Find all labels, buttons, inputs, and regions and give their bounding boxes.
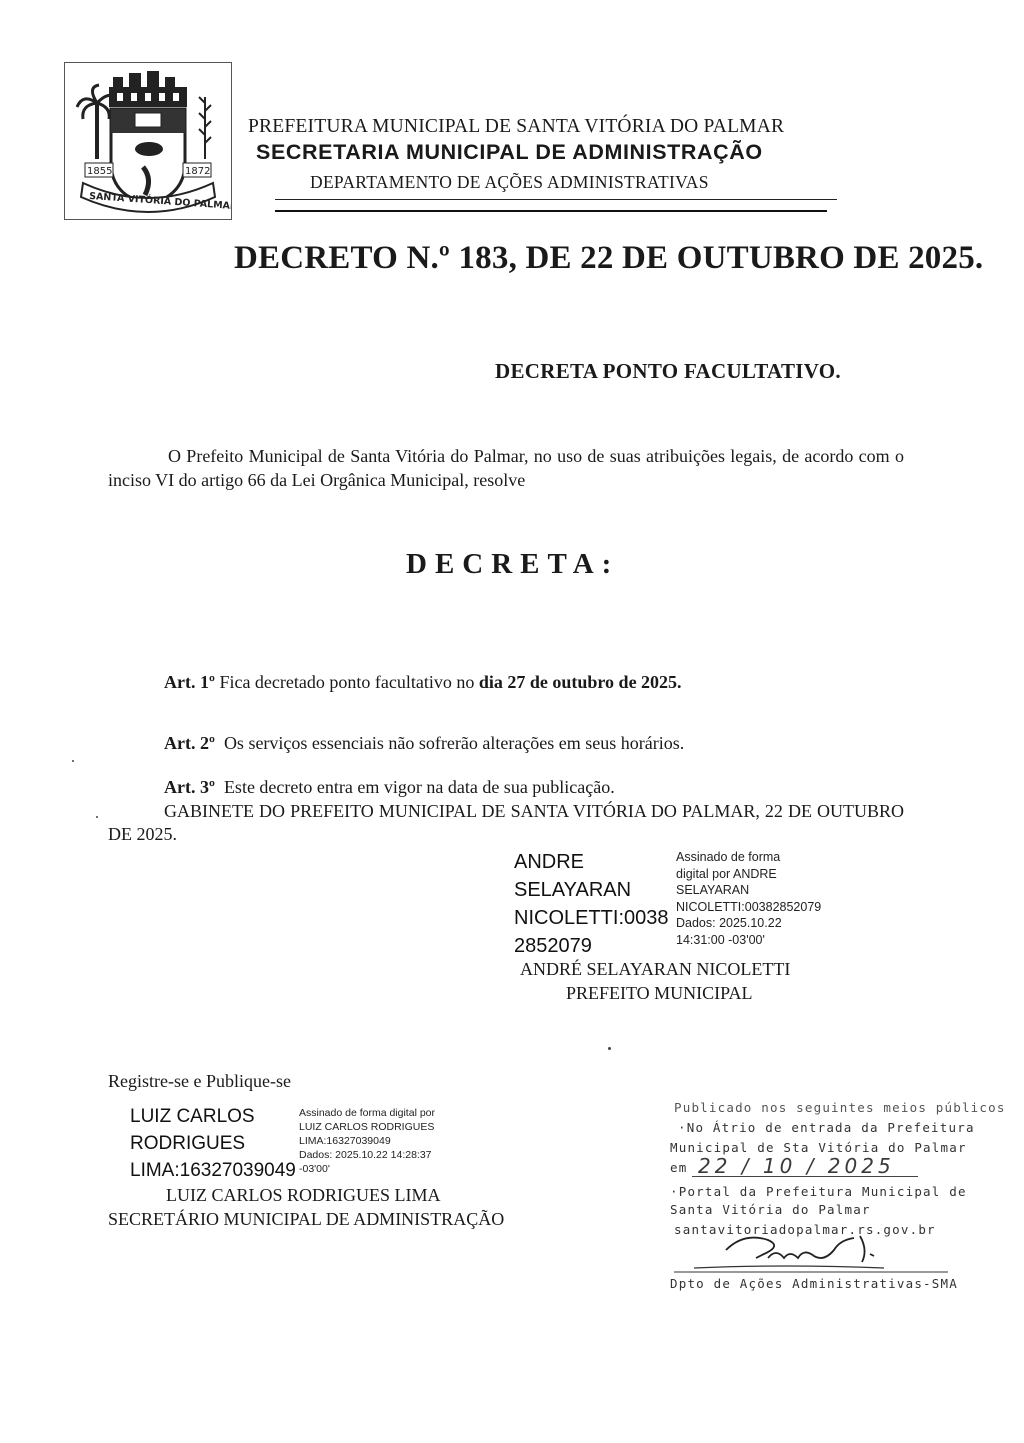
coat-of-arms-icon [65,63,231,219]
stamp-line: Municipal de Sta Vitória do Palmar [670,1140,967,1155]
article-3-label: Art. 3º [164,777,215,797]
publication-stamp [664,1100,1006,1300]
article-3 [164,777,615,798]
mayor-digital-name-line: SELAYARAN [514,879,632,901]
stamp-line: ·Portal da Prefeitura Municipal de [670,1184,967,1199]
secretary-sig-info-line: Assinado de forma digital por [299,1107,435,1119]
article-2-text: Os serviços essenciais não sofrerão alterações em seus horários. [214,733,685,753]
header-prefeitura: PREFEITURA MUNICIPAL DE SANTA VITÓRIA DO PALMAR [248,116,785,137]
gabinete-closing: GABINETE DO PREFEITO MUNICIPAL DE SANTA VITÓRIA DO PALMAR, 22 DE OUTUBRO DE 2025. [108,801,904,844]
article-1 [164,672,682,693]
article-2 [164,733,684,754]
article-2-label: Art. 2º [164,733,215,753]
stamp-line: Dpto de Ações Administrativas-SMA [670,1276,958,1291]
mayor-sig-info-line: 14:31:00 -03'00' [676,932,765,947]
decreta-heading: DECRETA: [406,548,620,580]
mayor-digital-name-line: ANDRE [514,851,585,873]
mayor-sig-info-line: Assinado de forma [676,850,781,864]
mayor-printed-name: ANDRÉ SELAYARAN NICOLETTI [520,959,791,979]
crest-banner-text: SANTA VITÓRIA DO PALMAR [88,190,231,213]
mayor-digital-signature-name [514,848,669,960]
article-1-text: Fica decretado ponto facultativo no [214,672,479,692]
stamp-handwritten-date: 22 / 10 / 2025 [698,1154,895,1178]
article-1-date: dia 27 de outubro de 2025. [478,672,682,692]
scan-speck [72,760,74,762]
mayor-role: PREFEITO MUNICIPAL [566,983,753,1003]
stamp-line: Santa Vitória do Palmar [670,1202,871,1217]
secretary-role: SECRETÁRIO MUNICIPAL DE ADMINISTRAÇÃO [108,1209,505,1229]
scan-speck [96,816,98,818]
article-1-label: Art. 1º [164,672,215,692]
secretary-sig-info-line: Dados: 2025.10.22 14:28:37 [299,1149,432,1161]
crest-year-right: 1872 [185,166,211,177]
stamp-line: em [670,1160,688,1175]
secretary-sig-info-line: -03'00' [299,1163,330,1175]
mayor-sig-info-line: digital por ANDRE [676,866,777,881]
secretary-digital-signature-info [299,1106,435,1176]
decree-title: DECRETO N.º 183, DE 22 DE OUTUBRO DE 2025. [234,240,984,276]
secretary-digital-name-line: LUIZ CARLOS [130,1106,255,1127]
secretary-digital-signature-name [130,1103,296,1184]
municipal-crest [64,62,232,220]
decree-preamble: O Prefeito Municipal de Santa Vitória do Palmar, no uso de suas atribuições legais, de acordo com o inciso VI do artigo 66 da Lei Orgânica Municipal, resolve [108,446,904,490]
mayor-sig-info-line: Dados: 2025.10.22 [676,916,782,930]
mayor-digital-name-line: NICOLETTI:0038 [514,907,669,929]
secretary-printed-name: LUIZ CARLOS RODRIGUES LIMA [166,1185,441,1205]
registre-publique: Registre-se e Publique-se [108,1071,291,1091]
secretary-sig-info-line: LUIZ CARLOS RODRIGUES [299,1121,435,1133]
crest-year-left: 1855 [87,166,113,177]
stamp-date-rule [692,1176,918,1177]
article-3-text: Este decreto entra em vigor na data de sua publicação. [214,777,615,797]
mayor-sig-info-line: NICOLETTI:00382852079 [676,899,822,914]
secretary-sig-info-line: LIMA:16327039049 [299,1135,391,1147]
header-rule-thick [275,210,827,212]
secretary-digital-name-line: RODRIGUES [130,1133,246,1154]
decree-subject: DECRETA PONTO FACULTATIVO. [495,359,841,383]
stamp-line: ·No Átrio de entrada da Prefeitura [678,1120,975,1135]
header-rule-thin [275,199,837,200]
header-departamento: DEPARTAMENTO DE AÇÕES ADMINISTRATIVAS [310,172,709,192]
scan-speck [608,1047,611,1050]
header-secretaria: SECRETARIA MUNICIPAL DE ADMINISTRAÇÃO [256,140,763,164]
mayor-digital-name-line: 2852079 [514,935,592,957]
mayor-digital-signature-info [676,849,821,948]
stamp-line: santavitoriadopalmar.rs.gov.br [674,1222,936,1237]
secretary-digital-name-line: LIMA:16327039049 [130,1160,296,1181]
stamp-line: Publicado nos seguintes meios públicos [674,1100,1006,1115]
mayor-sig-info-line: SELAYARAN [676,883,750,897]
handwritten-signature-icon [664,1228,954,1276]
